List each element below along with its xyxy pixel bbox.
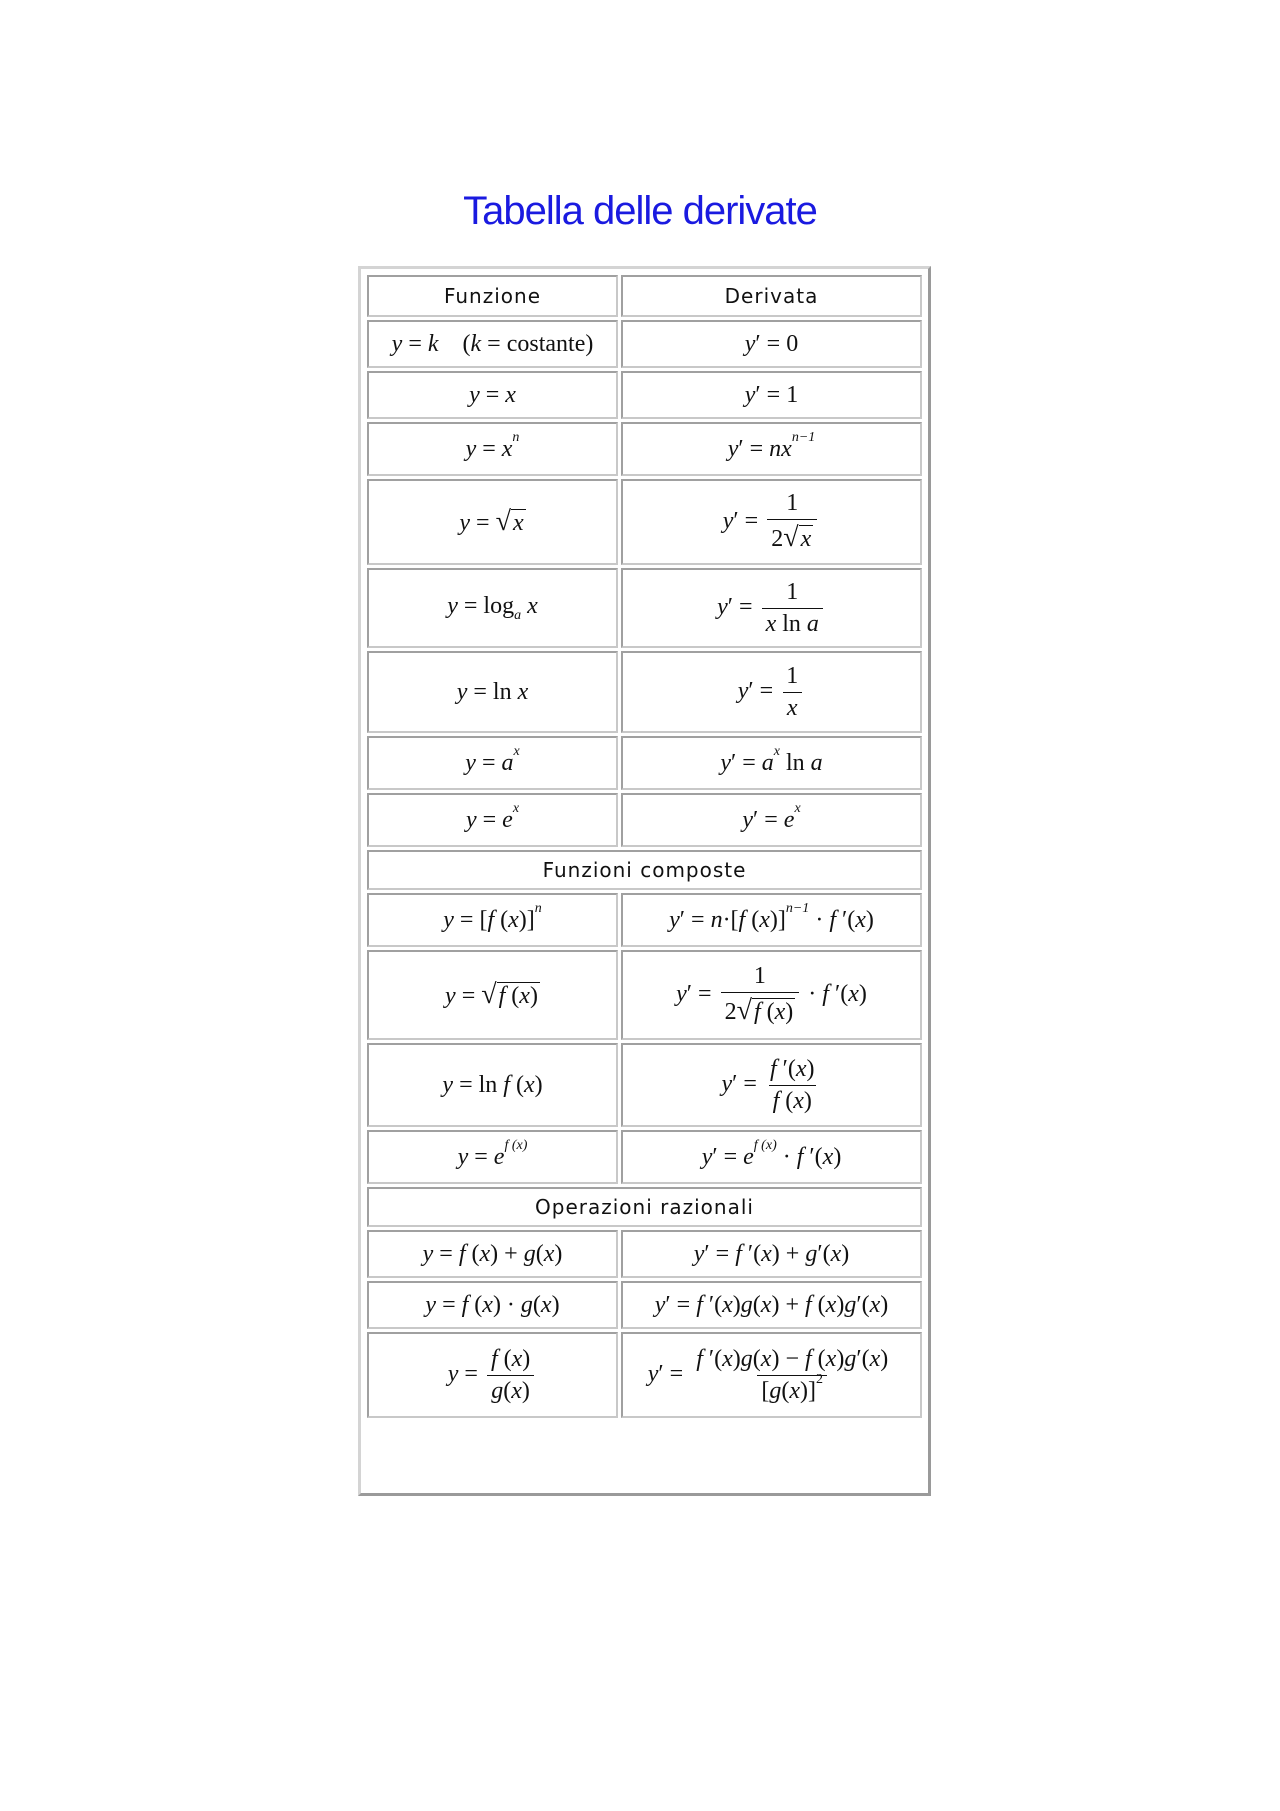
formula-derivative: $y' = e^x$ <box>621 793 922 847</box>
table-row <box>367 1332 922 1418</box>
table-row <box>367 422 922 476</box>
page-title: Tabella delle derivate <box>463 189 817 233</box>
formula-function: y = ln f (x) <box>367 1043 618 1127</box>
table-row <box>367 1130 922 1184</box>
table-row <box>367 736 922 790</box>
formula-derivative: y′ = n·[f (x)]$^{n-1}$ · f ′(x) <box>621 893 922 947</box>
table-row <box>367 1043 922 1127</box>
header-funzione: Funzione <box>367 275 618 317</box>
table-row <box>367 320 922 368</box>
derivatives-table <box>358 266 931 1496</box>
formula-function: y = √x <box>367 479 618 565</box>
table-row <box>367 893 922 947</box>
formula-derivative: y′ = $\frac{1}{2√f (x)}$ · f ′(x) <box>621 950 922 1040</box>
formula-derivative: $y' = e^{f (x)} \cdot f$ ′(x) <box>621 1130 922 1184</box>
section-composite-label: Funzioni composte <box>367 850 922 890</box>
table-row <box>367 1230 922 1278</box>
formula-derivative: y′ = $\frac{1}{x}$ <box>621 651 922 733</box>
formula-derivative: y′ = 0 <box>621 320 922 368</box>
formula-function: y = f (x) + g(x) <box>367 1230 618 1278</box>
section-rational-label: Operazioni razionali <box>367 1187 922 1227</box>
table-row <box>367 568 922 648</box>
table-row <box>367 950 922 1040</box>
formula-derivative: y′ = $\frac{f '(x)g(x) - f (x)g'(x)}{[g(x)]^2}$ <box>621 1332 922 1418</box>
formula-function: $y = x^n$ <box>367 422 618 476</box>
formula-function: y = [f (x)]$^n$ <box>367 893 618 947</box>
table-row <box>367 651 922 733</box>
formula-function: $y = a^x$ <box>367 736 618 790</box>
table-row <box>367 479 922 565</box>
formula-function: y = ln x <box>367 651 618 733</box>
header-derivata: Derivata <box>621 275 922 317</box>
formula-function: y = $\frac{f (x)}{g(x)}$ <box>367 1332 618 1418</box>
formula-derivative: y′ = $\frac{f '(x)}{f (x)}$ <box>621 1043 922 1127</box>
formula-derivative: $y' = a^x$ ln a <box>621 736 922 790</box>
table-header-row <box>367 275 922 317</box>
formula-function: y = f (x) · g(x) <box>367 1281 618 1329</box>
formula-derivative: y′ = f ′(x)g(x) + f (x)g′(x) <box>621 1281 922 1329</box>
formula-function: y = x <box>367 371 618 419</box>
table-row <box>367 1281 922 1329</box>
table-row <box>367 793 922 847</box>
formula-derivative: y′ = f ′(x) + g′(x) <box>621 1230 922 1278</box>
section-row <box>367 850 922 890</box>
table-row <box>367 371 922 419</box>
formula-function: y = k (k = costante) <box>367 320 618 368</box>
section-row <box>367 1187 922 1227</box>
formula-derivative: $y' = nx^{n-1}$ <box>621 422 922 476</box>
formula-derivative: y′ = $\frac{1}{\text{x ln a}}$ <box>621 568 922 648</box>
formula-function: $y = e^{f (x)}$ <box>367 1130 618 1184</box>
formula-function: $y = e^x$ <box>367 793 618 847</box>
formula-function: $y = \log_a x$ <box>367 568 618 648</box>
formula-function: y = √f (x) <box>367 950 618 1040</box>
formula-derivative: y′ = $\frac{1}{2√x}$ <box>621 479 922 565</box>
formula-derivative: y′ = 1 <box>621 371 922 419</box>
